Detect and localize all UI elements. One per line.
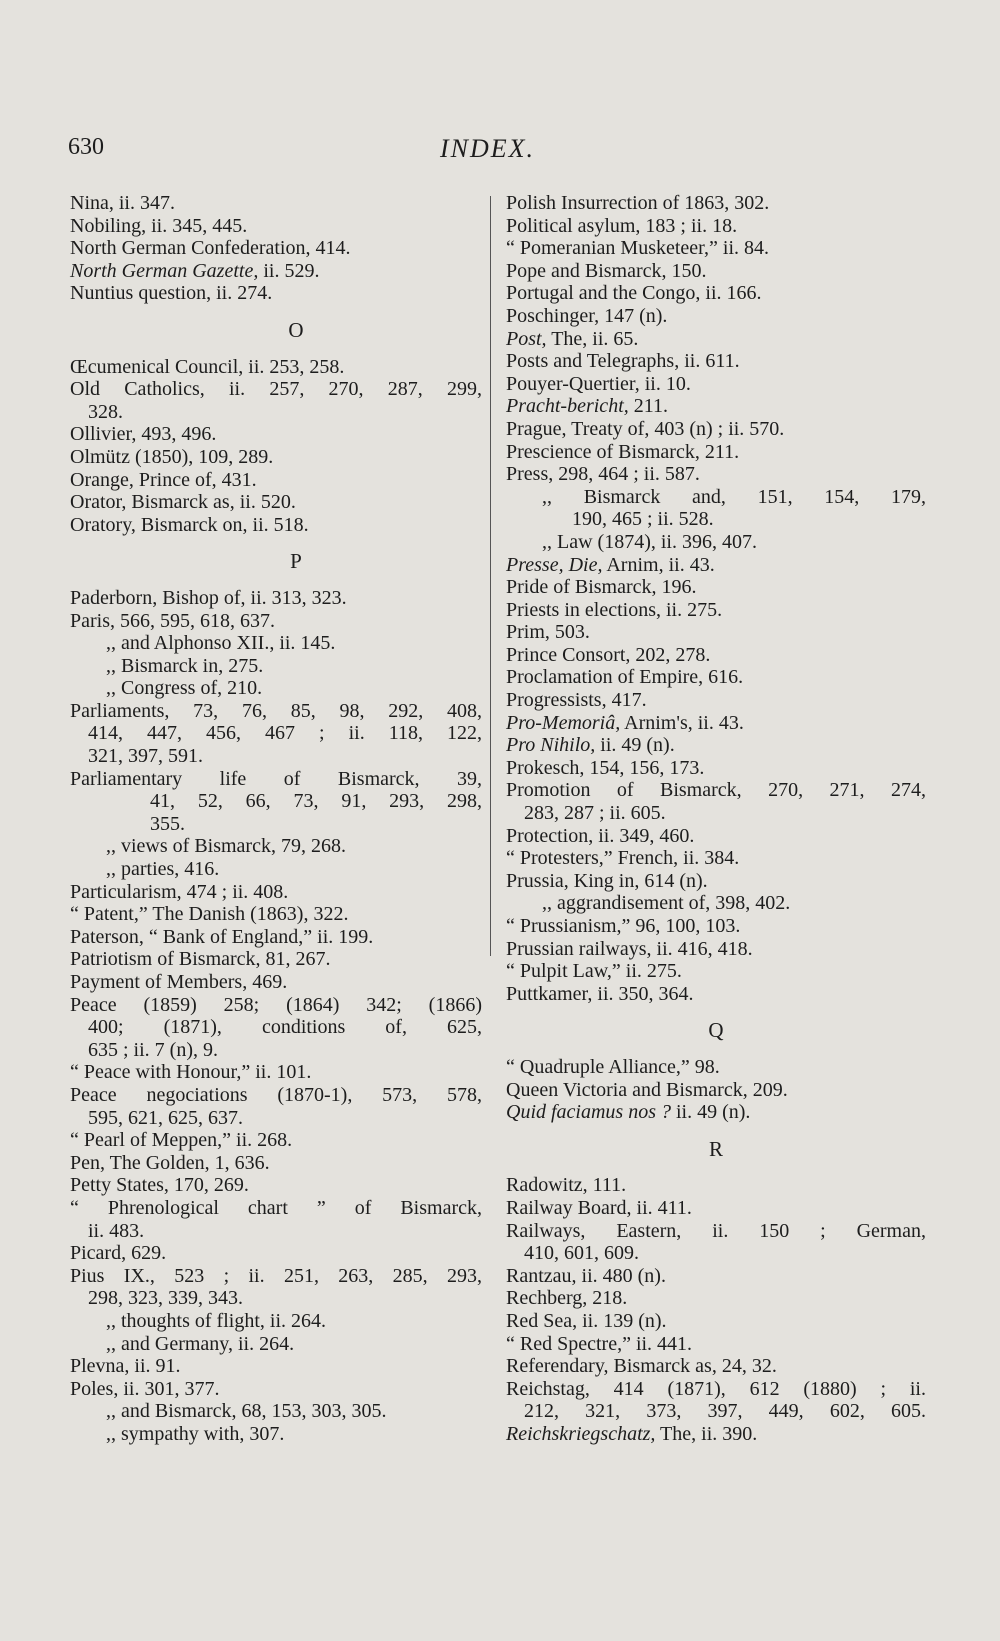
index-entry: Pope and Bismarck, 150. xyxy=(506,259,707,282)
index-entry: Patriotism of Bismarck, 81, 267. xyxy=(70,948,331,971)
index-entry: North German Confederation, 414. xyxy=(70,237,351,260)
index-entry: “ Patent,” The Danish (1863), 322. xyxy=(70,903,349,926)
index-entry-continuation: 595, 621, 625, 637. xyxy=(88,1106,243,1129)
running-title: INDEX. xyxy=(440,134,536,163)
index-entry: Nuntius question, ii. 274. xyxy=(70,282,273,305)
index-entry: Red Sea, ii. 139 (n). xyxy=(506,1309,667,1332)
index-entry: Prince Consort, 202, 278. xyxy=(506,643,711,666)
index-entry: “ Peace with Honour,” ii. 101. xyxy=(70,1061,312,1084)
section-spacer xyxy=(506,1124,926,1138)
index-entry xyxy=(506,1101,926,1124)
italic-title: Pracht-bericht, xyxy=(506,395,629,418)
page-number: 630 xyxy=(68,134,104,160)
index-entry-continuation: 400; (1871), conditions of, 625, xyxy=(88,1016,482,1039)
section-spacer xyxy=(70,536,482,550)
index-entry: Olmütz (1850), 109, 289. xyxy=(70,445,274,468)
index-entry-continuation: 41, 52, 66, 73, 91, 293, 298, xyxy=(150,790,482,813)
index-entry: Priests in elections, ii. 275. xyxy=(506,598,723,621)
index-column-right xyxy=(506,192,926,1445)
index-subentry: ,, and Bismarck, 68, 153, 303, 305. xyxy=(106,1400,387,1423)
index-entry xyxy=(70,260,482,283)
entry-reference: ii. 529. xyxy=(258,259,320,282)
index-entry-continuation: 190, 465 ; ii. 528. xyxy=(572,508,714,531)
index-entry: Poles, ii. 301, 377. xyxy=(70,1377,220,1400)
index-entry: Prokesch, 154, 156, 173. xyxy=(506,756,705,779)
italic-title: Pro Nihilo, xyxy=(506,734,596,757)
index-entry: Petty States, 170, 269. xyxy=(70,1174,249,1197)
index-entry: Rechberg, 218. xyxy=(506,1287,628,1310)
index-entry: “ Prussianism,” 96, 100, 103. xyxy=(506,915,741,937)
entry-reference: Arnim, ii. 43. xyxy=(602,553,715,576)
entry-reference: 211. xyxy=(628,395,669,418)
index-subentry: ,, aggrandisement of, 398, 402. xyxy=(542,892,791,915)
index-subentry: ,, views of Bismarck, 79, 268. xyxy=(106,835,346,858)
index-entry: Queen Victoria and Bismarck, 209. xyxy=(506,1078,788,1101)
index-entry: “ Red Spectre,” ii. 441. xyxy=(506,1332,693,1355)
section-spacer xyxy=(70,573,482,587)
index-column-left xyxy=(70,192,482,1445)
index-entry: Prim, 503. xyxy=(506,621,590,644)
index-entry: Prussian railways, ii. 416, 418. xyxy=(506,937,753,960)
index-entry: Pouyer-Quertier, ii. 10. xyxy=(506,372,691,395)
index-entry: Political asylum, 183 ; ii. 18. xyxy=(506,214,738,237)
index-entry: Picard, 629. xyxy=(70,1242,167,1265)
index-entry: Reichstag, 414 (1871), 612 (1880) ; ii. xyxy=(506,1377,926,1400)
index-entry-continuation: 635 ; ii. 7 (n), 9. xyxy=(88,1038,218,1061)
index-entry xyxy=(506,1423,926,1446)
index-entry: Parliaments, 73, 76, 85, 98, 292, 408, xyxy=(70,699,482,722)
index-entry-continuation: ii. 483. xyxy=(88,1219,145,1242)
index-entry-continuation: 410, 601, 609. xyxy=(524,1242,639,1265)
index-entry: Pen, The Golden, 1, 636. xyxy=(70,1151,270,1174)
index-entry-continuation: 321, 397, 591. xyxy=(88,745,203,768)
italic-title: Post, xyxy=(506,327,547,350)
index-subentry: ,, and Germany, ii. 264. xyxy=(106,1332,295,1355)
index-entry: Proclamation of Empire, 616. xyxy=(506,666,744,689)
index-entry xyxy=(506,328,926,351)
index-entry-continuation: 298, 323, 339, 343. xyxy=(88,1287,243,1310)
index-subentry: ,, and Alphonso XII., ii. 145. xyxy=(106,632,336,655)
index-entry: Payment of Members, 469. xyxy=(70,971,288,993)
index-entry: Prescience of Bismarck, 211. xyxy=(506,440,740,463)
index-entry: “ Protesters,” French, ii. 384. xyxy=(506,847,740,870)
italic-title: Quid faciamus nos ? xyxy=(506,1101,671,1124)
index-entry: Prague, Treaty of, 403 (n) ; ii. 570. xyxy=(506,417,785,440)
index-entry: Paterson, “ Bank of England,” ii. 199. xyxy=(70,925,374,948)
index-entry: Peace negociations (1870-1), 573, 578, xyxy=(70,1083,482,1106)
index-entry: “ Phrenological chart ” of Bismarck, xyxy=(70,1196,482,1219)
italic-title: Reichskriegschatz, xyxy=(506,1422,656,1445)
index-entry: Polish Insurrection of 1863, 302. xyxy=(506,192,770,214)
index-entry: Radowitz, 111. xyxy=(506,1174,627,1197)
index-entry: Protection, ii. 349, 460. xyxy=(506,824,695,847)
index-subentry: ,, Bismarck and, 151, 154, 179, xyxy=(542,485,926,508)
index-entry: Pius IX., 523 ; ii. 251, 263, 285, 293, xyxy=(70,1264,482,1287)
page-header xyxy=(68,134,960,170)
index-entry xyxy=(506,554,926,577)
index-entry: Oratory, Bismarck on, ii. 518. xyxy=(70,513,309,536)
section-spacer xyxy=(70,342,482,356)
index-entry: “ Pulpit Law,” ii. 275. xyxy=(506,960,682,983)
index-entry: Paderborn, Bishop of, ii. 313, 323. xyxy=(70,586,347,609)
index-entry: Press, 298, 464 ; ii. 587. xyxy=(506,463,700,486)
index-entry: Paris, 566, 595, 618, 637. xyxy=(70,609,275,632)
index-entry: Posts and Telegraphs, ii. 611. xyxy=(506,350,740,373)
index-subentry: ,, sympathy with, 307. xyxy=(106,1422,285,1445)
index-entry: Particularism, 474 ; ii. 408. xyxy=(70,880,289,903)
section-spacer xyxy=(70,305,482,319)
index-entry xyxy=(506,712,926,735)
section-letter-heading: P xyxy=(290,549,302,574)
entry-reference: ii. 49 (n). xyxy=(595,734,675,757)
entry-reference: ii. 49 (n). xyxy=(671,1101,751,1124)
index-entry: “ Pearl of Meppen,” ii. 268. xyxy=(70,1129,293,1152)
section-letter-heading: Q xyxy=(708,1018,724,1043)
index-entry: Parliamentary life of Bismarck, 39, xyxy=(70,767,482,790)
index-entry: Orange, Prince of, 431. xyxy=(70,468,257,491)
index-entry xyxy=(506,395,926,418)
index-entry: Peace (1859) 258; (1864) 342; (1866) xyxy=(70,993,482,1016)
index-entry: Railways, Eastern, ii. 150 ; German, xyxy=(506,1219,926,1242)
index-subentry: ,, Law (1874), ii. 396, 407. xyxy=(542,530,757,553)
index-entry-continuation: 212, 321, 373, 397, 449, 602, 605. xyxy=(524,1400,926,1423)
index-entry: Ollivier, 493, 496. xyxy=(70,423,217,446)
index-entry: “ Quadruple Alliance,” 98. xyxy=(506,1055,720,1078)
italic-title: Presse, Die, xyxy=(506,553,603,576)
index-entry: Prussia, King in, 614 (n). xyxy=(506,869,708,892)
section-spacer xyxy=(506,1160,926,1174)
index-entry: Puttkamer, ii. 350, 364. xyxy=(506,982,694,1005)
index-entry-continuation: 328. xyxy=(88,400,123,423)
index-entry: Old Catholics, ii. 257, 270, 287, 299, xyxy=(70,378,482,401)
index-subentry: ,, Congress of, 210. xyxy=(106,677,263,700)
index-entry: “ Pomeranian Musketeer,” ii. 84. xyxy=(506,237,770,260)
index-entry: Progressists, 417. xyxy=(506,689,647,712)
column-divider xyxy=(490,196,491,956)
index-entry-continuation: 283, 287 ; ii. 605. xyxy=(524,802,666,825)
index-entry: Referendary, Bismarck as, 24, 32. xyxy=(506,1355,777,1378)
entry-reference: The, ii. 65. xyxy=(546,327,639,350)
italic-title: Pro-Memoriâ, xyxy=(506,711,621,734)
index-entry: Poschinger, 147 (n). xyxy=(506,304,668,327)
index-entry: Promotion of Bismarck, 270, 271, 274, xyxy=(506,779,926,802)
index-entry: Orator, Bismarck as, ii. 520. xyxy=(70,491,296,514)
index-entry: Plevna, ii. 91. xyxy=(70,1355,181,1378)
entry-reference: Arnim's, ii. 43. xyxy=(620,711,744,734)
section-letter-heading: R xyxy=(708,1136,723,1161)
section-spacer xyxy=(506,1005,926,1019)
index-subentry: ,, thoughts of flight, ii. 264. xyxy=(106,1309,326,1332)
section-spacer xyxy=(506,1042,926,1056)
index-entry-continuation: 414, 447, 456, 467 ; ii. 118, 122, xyxy=(88,722,482,745)
index-entry xyxy=(506,734,926,757)
index-entry: Railway Board, ii. 411. xyxy=(506,1196,692,1219)
index-entry: Rantzau, ii. 480 (n). xyxy=(506,1264,666,1287)
italic-title: North German Gazette, xyxy=(70,259,259,282)
index-entry: Portugal and the Congo, ii. 166. xyxy=(506,282,762,305)
index-entry: Pride of Bismarck, 196. xyxy=(506,576,697,599)
index-entry-continuation: 355. xyxy=(150,812,185,835)
index-subentry: ,, Bismarck in, 275. xyxy=(106,654,264,677)
index-entry: Nina, ii. 347. xyxy=(70,192,175,214)
section-letter-heading: O xyxy=(288,317,304,342)
entry-reference: The, ii. 390. xyxy=(655,1422,758,1445)
index-entry: Nobiling, ii. 345, 445. xyxy=(70,214,248,237)
index-entry: Œcumenical Council, ii. 253, 258. xyxy=(70,355,345,378)
index-subentry: ,, parties, 416. xyxy=(106,858,220,881)
